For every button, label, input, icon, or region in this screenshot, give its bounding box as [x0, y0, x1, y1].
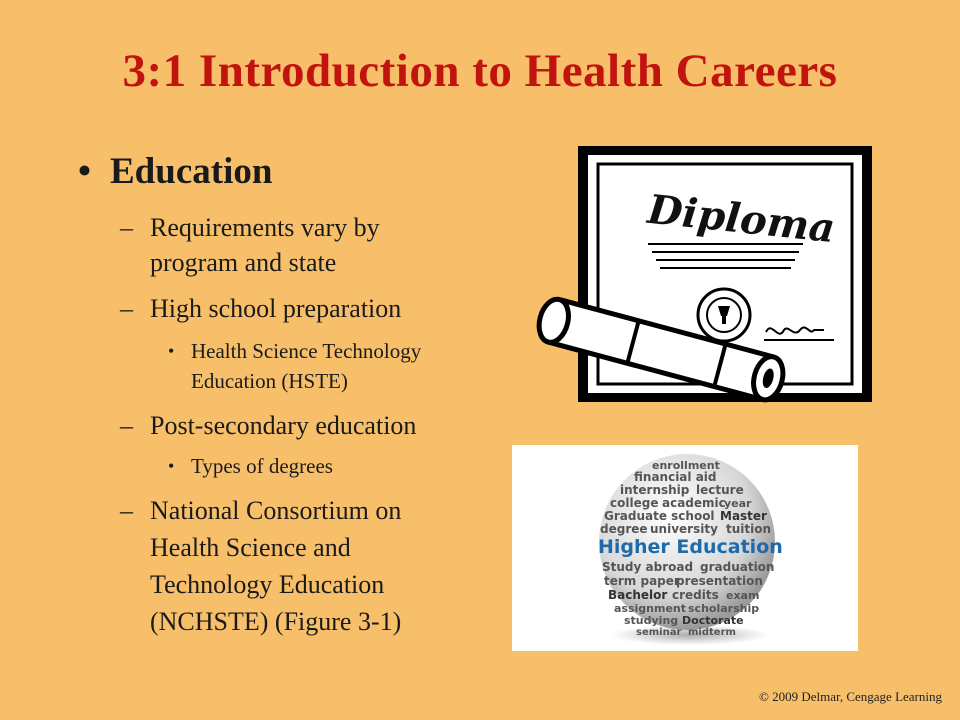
diploma-heading: Diploma	[645, 185, 838, 253]
sphere-word: Graduate school	[604, 509, 715, 523]
sphere-word: enrollment	[652, 459, 720, 472]
sphere-word: Study abroad	[602, 560, 694, 574]
sub-item-text: Post-secondary education	[150, 411, 417, 440]
sphere-word: exam	[726, 589, 760, 602]
sphere-word: year	[724, 497, 752, 510]
sub-item-text: National Consortium on	[150, 496, 402, 525]
sub-item	[120, 408, 417, 444]
subsub-item-continued	[191, 366, 348, 396]
sphere-word: financial aid	[634, 470, 717, 484]
word-sphere-icon	[512, 445, 858, 651]
sphere-word: internship	[620, 483, 690, 497]
sphere-word: Master	[720, 509, 767, 523]
sub-item	[120, 210, 380, 246]
sphere-word: Bachelor	[608, 588, 668, 602]
dash-marker: –	[120, 496, 133, 525]
subsub-item-text: Education (HSTE)	[191, 369, 348, 393]
bullet-dot: •	[78, 151, 91, 192]
slide-title: 3:1 Introduction to Health Careers	[122, 45, 838, 97]
sphere-word: seminar	[636, 627, 682, 638]
bullet-dot: •	[168, 341, 175, 361]
subsub-item-text: Health Science Technology	[191, 339, 422, 363]
higher-education-image	[512, 445, 858, 651]
sub-item-text: Technology Education	[150, 570, 385, 599]
sub-item-continued	[150, 604, 401, 640]
sphere-word: term paper	[604, 574, 680, 588]
sub-item-text: (NCHSTE) (Figure 3-1)	[150, 607, 402, 636]
main-bullet-label: Education	[110, 151, 273, 192]
sub-item-continued	[150, 567, 384, 603]
sphere-word: tuition	[726, 522, 772, 536]
sub-item-text: Requirements vary by	[150, 213, 380, 242]
copyright-notice: © 2009 Delmar, Cengage Learning	[759, 689, 942, 704]
subsub-item	[168, 451, 333, 481]
diploma-scroll-icon	[528, 142, 888, 412]
sphere-word: lecture	[696, 483, 744, 497]
sphere-word: presentation	[676, 574, 763, 588]
dash-marker: –	[120, 411, 133, 440]
subsub-item	[168, 336, 422, 366]
sphere-word: university	[650, 522, 718, 536]
sub-item	[120, 291, 402, 327]
dash-marker: –	[120, 213, 133, 242]
sphere-word: midterm	[688, 627, 736, 638]
sub-item	[120, 493, 402, 529]
sub-item-text: High school preparation	[150, 294, 402, 323]
sphere-word: degree	[600, 522, 648, 536]
sub-item-text: Health Science and	[150, 533, 351, 562]
sphere-word: credits	[672, 588, 719, 602]
sphere-word: scholarship	[688, 602, 760, 615]
sphere-word-highlight: Higher Education	[598, 536, 783, 558]
bullet-dot: •	[168, 456, 175, 476]
sphere-word: academic	[662, 496, 726, 510]
dash-marker: –	[120, 294, 133, 323]
sub-item-continued	[150, 530, 351, 566]
main-bullet	[78, 150, 272, 193]
subsub-item-text: Types of degrees	[191, 454, 333, 478]
sphere-word: studying	[624, 614, 679, 627]
sub-item-continued	[150, 245, 336, 281]
sphere-word: college	[610, 496, 659, 510]
sphere-word: assignment	[614, 602, 687, 615]
sphere-word: Doctorate	[682, 614, 744, 627]
sub-item-text: program and state	[150, 248, 337, 277]
sphere-word: graduation	[700, 560, 775, 574]
